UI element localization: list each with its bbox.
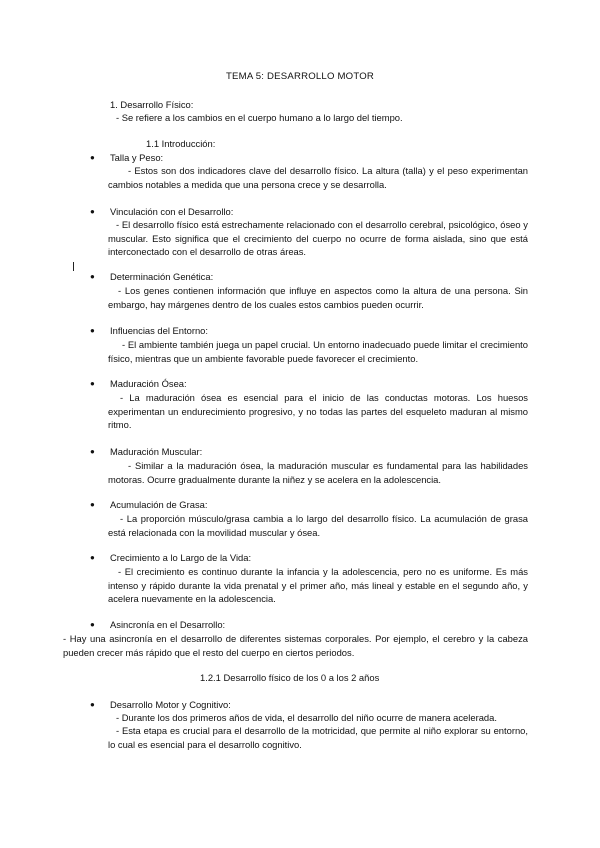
text-cursor bbox=[73, 262, 74, 271]
item-osea-text: - La maduración ósea es esencial para el inicio de las conductas motoras. Los huesos experimentan un endurecimiento progresivo, y no todas las partes del esqueleto maduran al mismo ritmo. bbox=[108, 392, 528, 431]
item-entorno-text: - El ambiente también juega un papel crucial. Un entorno inadecuado puede limitar el crecimiento físico, mientras que un ambiente favorable puede favorecer el crecimiento. bbox=[108, 339, 528, 364]
item-muscular-text: - Similar a la maduración ósea, la maduración muscular es fundamental para las habilidades motoras. Ocurre gradualmente durante la niñez y se acelera en la adolescencia. bbox=[108, 460, 528, 485]
item-asincronia-text: - Hay una asincronía en el desarrollo de diferentes sistemas corporales. Por ejemplo, el cerebro y la cabeza pueden crecer más rápido que el resto del cuerpo en ciertos periodos. bbox=[63, 633, 528, 658]
bullet-icon: ● bbox=[90, 379, 95, 388]
item-crecimiento-text: - El crecimiento es continuo durante la infancia y la adolescencia, pero no es uniforme. Es más intenso y rápido durante la vida prenatal y el primer año, más lineal y estable en el segundo año, y acelera nuevamente en la adolescencia. bbox=[108, 566, 528, 605]
item-grasa-title: Acumulación de Grasa: bbox=[110, 499, 208, 510]
item-motor-cognitivo-title: Desarrollo Motor y Cognitivo: bbox=[110, 699, 231, 710]
item-vinculacion-text: - El desarrollo físico está estrechamente relacionado con el desarrollo cerebral, psicológico, óseo y muscular. Esto significa que el crecimiento del cuerpo no ocurre de forma aislada, sino que está interconectado con el desarrollo de otras áreas. bbox=[108, 219, 528, 258]
bullet-icon: ● bbox=[90, 553, 95, 562]
bullet-icon: ● bbox=[90, 700, 95, 709]
item-talla-peso-text: - Estos son dos indicadores clave del desarrollo físico. La altura (talla) y el peso experimentan cambios notables a medida que una persona crece y se desarrolla. bbox=[108, 165, 528, 190]
item-asincronia-title: Asincronía en el Desarrollo: bbox=[110, 619, 226, 630]
bullet-icon: ● bbox=[90, 272, 95, 281]
document-title: TEMA 5: DESARROLLO MOTOR bbox=[225, 71, 375, 82]
section-1-2-1-heading: 1.2.1 Desarrollo físico de los 0 a los 2 años bbox=[200, 672, 380, 683]
bullet-icon: ● bbox=[90, 447, 95, 456]
item-entorno-title: Influencias del Entorno: bbox=[110, 325, 208, 336]
item-motor-cognitivo-line1: - Durante los dos primeros años de vida, el desarrollo del niño ocurre de manera acelerada. bbox=[116, 712, 497, 723]
item-genetica-text: - Los genes contienen información que influye en aspectos como la altura de una persona. Sin embargo, hay márgenes dentro de los cuales estos cambios pueden ocurrir. bbox=[108, 285, 528, 310]
item-osea-title: Maduración Ósea: bbox=[110, 378, 187, 389]
bullet-icon: ● bbox=[90, 620, 95, 629]
section-1-text: - Se refiere a los cambios en el cuerpo humano a lo largo del tiempo. bbox=[116, 112, 403, 123]
section-1-1-heading: 1.1 Introducción: bbox=[146, 138, 216, 149]
section-1-heading: 1. Desarrollo Físico: bbox=[110, 99, 194, 110]
item-motor-cognitivo-line2: - Esta etapa es crucial para el desarrollo de la motricidad, que permite al niño explorar su entorno, lo cual es esencial para el desarrollo cognitivo. bbox=[108, 725, 528, 750]
item-vinculacion-title: Vinculación con el Desarrollo: bbox=[110, 206, 234, 217]
bullet-icon: ● bbox=[90, 207, 95, 216]
bullet-icon: ● bbox=[90, 326, 95, 335]
bullet-icon: ● bbox=[90, 500, 95, 509]
bullet-icon: ● bbox=[90, 153, 95, 162]
item-crecimiento-title: Crecimiento a lo Largo de la Vida: bbox=[110, 552, 252, 563]
item-grasa-text: - La proporción músculo/grasa cambia a lo largo del desarrollo físico. La acumulación de grasa está relacionada con la movilidad muscular y ósea. bbox=[108, 513, 528, 538]
item-muscular-title: Maduración Muscular: bbox=[110, 446, 203, 457]
item-genetica-title: Determinación Genética: bbox=[110, 271, 214, 282]
item-talla-peso-title: Talla y Peso: bbox=[110, 152, 164, 163]
